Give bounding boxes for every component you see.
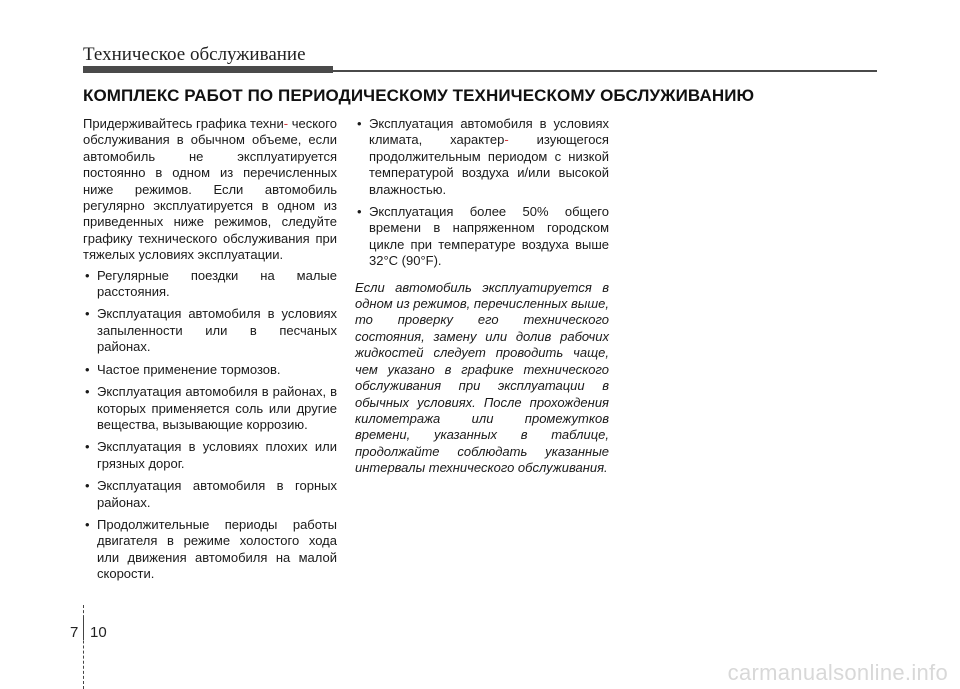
bullet1-part2: изующегося продолжительным периодом с низкой температурой воздуха и/или высокой влажностью. [369,132,609,197]
intro-part1: Придерживайтесь графика техни [83,116,284,131]
bullet-icon: • [85,516,90,532]
list-item-text: Частое применение тормозов. [97,361,281,377]
right-column [355,116,609,477]
left-column [83,116,337,589]
watermark: carmanualsonline.info [727,660,948,685]
list-item [83,384,337,433]
list-item [83,517,337,583]
list-item-text: Эксплуатация автомобиля в условиях запыленности или в песчаных районах. [97,306,337,355]
bullet-icon: • [85,439,90,455]
section-heading: КОМПЛЕКС РАБОТ ПО ПЕРИОДИЧЕСКОМУ ТЕХНИЧЕСКОМУ ОБСЛУЖИВАНИЮ [83,86,755,105]
hyphen-mark: - [283,116,289,131]
list-item [83,306,337,355]
list-item [83,439,337,472]
list-item-text: Эксплуатация автомобиля в горных районах. [97,478,337,510]
intro-paragraph [83,116,337,264]
list-item [83,268,337,301]
bullet-icon: • [85,478,90,494]
header-title: Техническое обслуживание [83,44,306,65]
intro-part2: ческого обслуживания в обычном объеме, если автомобиль не эксплуатируется постоянно в одном из перечисленных ниже режимов. Если автомобиль регулярно эксплуатируется в одном из приведенных ниже режимов, следуйте графику технического обслуживания при тяжелых условиях эксплуатации. [83,116,337,263]
bullet-icon: • [85,267,90,283]
condition-list-continued [355,116,609,270]
hyphen-mark: - [504,132,509,148]
list-item [355,116,609,198]
list-item-text: Эксплуатация автомобиля в районах, в которых применяется соль или другие вещества, вызывающие коррозию. [97,384,337,432]
page-number: 10 [90,624,107,641]
bullet-icon: • [85,361,90,377]
list-item-text: Регулярные поездки на малые расстояния. [97,267,337,300]
note-paragraph: Если автомобиль эксплуатируется в одном из режимов, перечисленных выше, то проверку его технического состояния, замену или долив рабочих жидкостей следует проводить чаще, чем указано в графике технического обслуживания при эксплуатации в обычных условиях. После прохождения километража или промежутков времени, указанных в таблице, продолжайте соблюдать указанные интервалы технического обслуживания. [355,279,609,476]
header-rule-thick [83,66,333,73]
header-rule-thin [333,70,877,72]
bullet1-part1: Эксплуатация автомобиля в условиях климата, характер [369,116,609,148]
page-number-divider [83,618,84,640]
page-chapter: 7 [70,624,79,641]
list-item-text: Продолжительные периоды работы двигателя в режиме холостого хода или движения автомобиля на малой скорости. [97,516,337,582]
bullet-icon: • [357,204,362,220]
bullet-icon: • [357,116,362,131]
bullet-icon: • [85,306,90,322]
list-item [83,478,337,511]
list-item-text: Эксплуатация более 50% общего времени в напряженном городском цикле при температуре воздуха выше 32°C (90°F). [369,204,609,269]
list-item [355,204,609,270]
condition-list [83,268,337,583]
list-item [83,362,337,378]
list-item-text: Эксплуатация в условиях плохих или грязных дорог. [97,439,337,471]
bullet-icon: • [85,384,90,400]
